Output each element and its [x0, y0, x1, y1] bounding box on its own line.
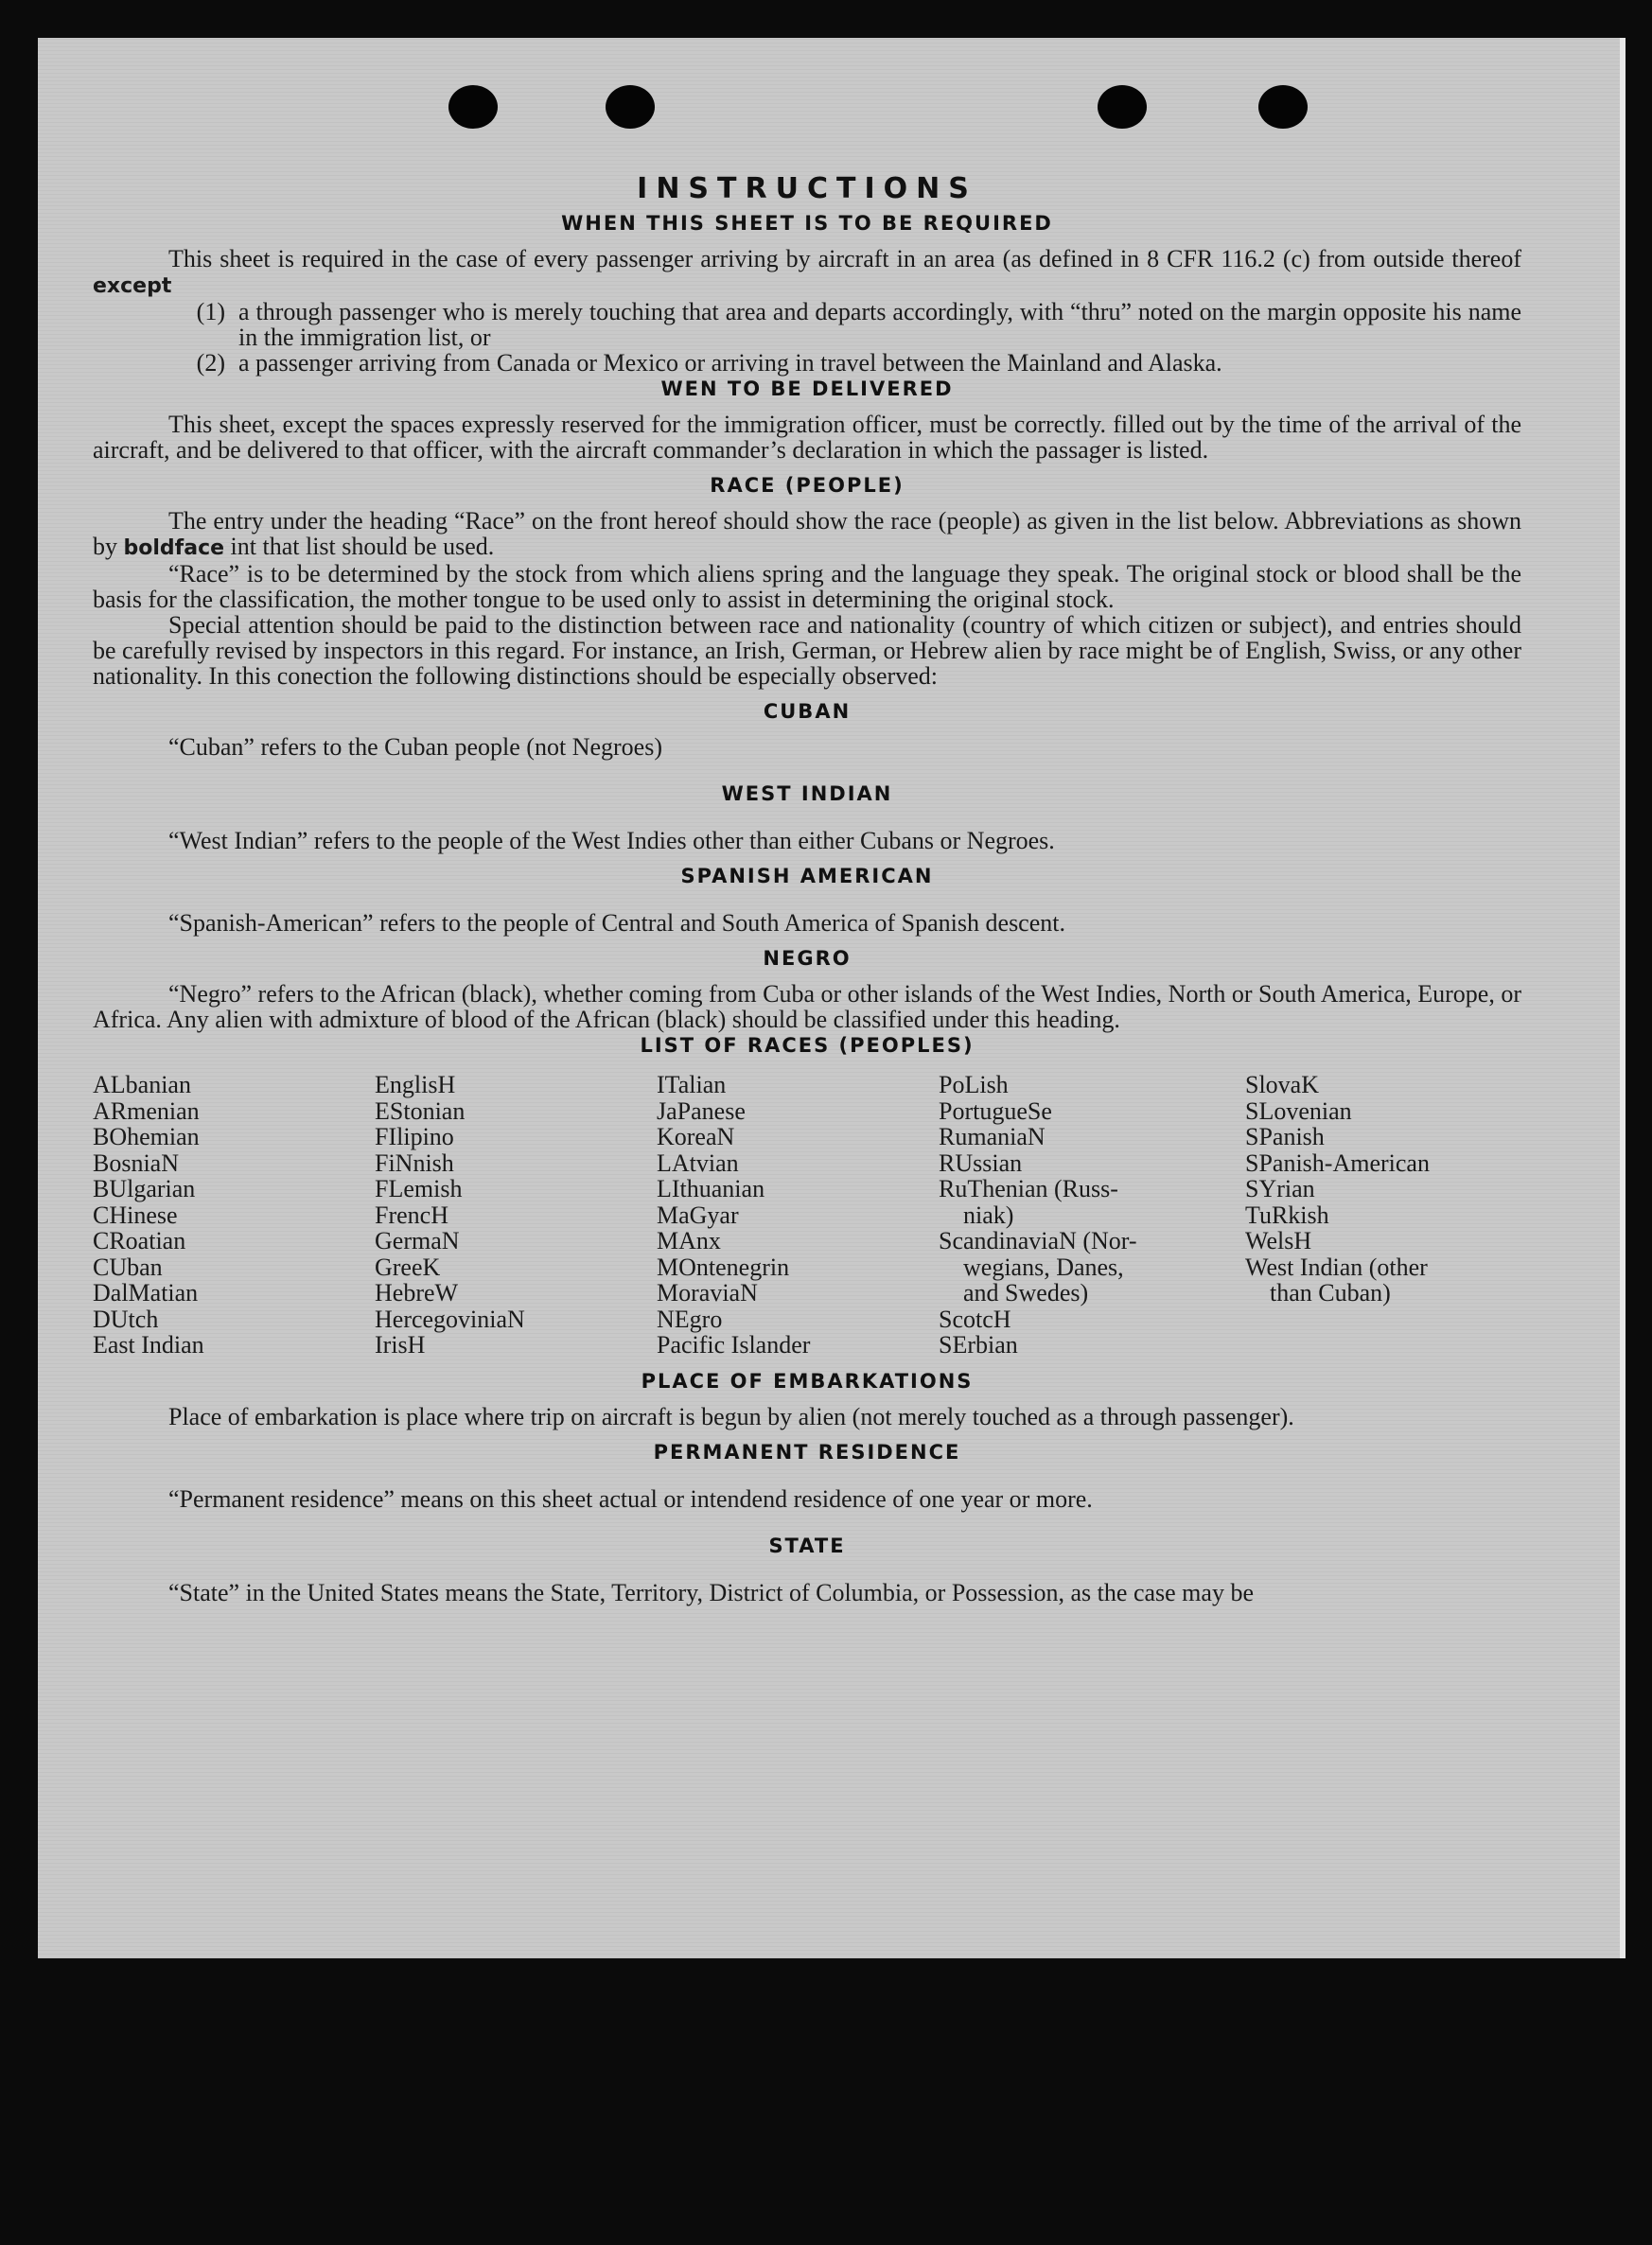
race-entry: RumaniaN — [939, 1123, 1046, 1150]
embarkation-heading: PLACE OF EMBARKATIONS — [641, 1369, 974, 1393]
cuban-heading: CUBAN — [763, 700, 852, 723]
delivered-text: This sheet, except the spaces expressly reserved for the immigration officer, must be correctly. filled out by the time of the arrival of the aircraft, and be delivered to that officer, with the aircraft commander’s declaration in which the passager is listed. — [93, 411, 1521, 464]
race-entry: West Indian (other — [1245, 1253, 1428, 1281]
page-title: INSTRUCTIONS — [637, 172, 977, 205]
race-entry: HercegoviniaN — [375, 1305, 525, 1333]
race-entry: KoreaN — [657, 1123, 735, 1150]
embarkation-text: Place of embarkation is place where trip on aircraft is begun by alien (not merely touched as a through passenger). — [168, 1402, 1294, 1430]
race-entry-continuation: and Swedes) — [963, 1279, 1089, 1307]
west-indian-heading: WEST INDIAN — [721, 782, 893, 805]
race-entry: BosniaN — [93, 1149, 179, 1177]
race-entry: MaGyar — [657, 1201, 739, 1229]
punch-hole — [448, 85, 498, 129]
race-paragraph-1: The entry under the heading “Race” on the front hereof should show the race (people) as given in the list below. Abbreviations as shown by boldface int that list should be used. — [93, 507, 1521, 560]
punch-hole — [1098, 85, 1147, 129]
race-entry-continuation: wegians, Danes, — [963, 1253, 1124, 1281]
document-sheet — [38, 38, 1626, 1958]
cuban-text: “Cuban” refers to the Cuban people (not Negroes) — [168, 733, 662, 761]
race-entry: RuThenian (Russ- — [939, 1175, 1118, 1202]
spanish-american-heading: SPANISH AMERICAN — [680, 865, 934, 887]
race-entry: MoraviaN — [657, 1279, 758, 1307]
race-entry: SPanish-American — [1245, 1149, 1430, 1177]
race-entry: East Indian — [93, 1331, 204, 1359]
race-entry: Pacific Islander — [657, 1331, 811, 1359]
residence-heading: PERMANENT RESIDENCE — [653, 1440, 961, 1464]
race-entry-continuation: than Cuban) — [1270, 1279, 1391, 1307]
race-entry: GermaN — [375, 1227, 460, 1254]
state-heading: STATE — [768, 1534, 846, 1557]
race-entry-continuation: niak) — [963, 1201, 1014, 1229]
race-paragraph-3: Special attention should be paid to the distinction between race and nationality (country of which citizen or subject), and entries should be carefully revised by inspectors in this regard. For instance, an Irish, German, or Hebrew alien by race might be of English, Swiss, or any other nationality. In this conection the following distinctions should be especially observed: — [93, 611, 1521, 690]
race-heading: RACE (PEOPLE) — [710, 474, 905, 497]
race-entry: FiNnish — [375, 1149, 454, 1177]
when-required-heading: WHEN THIS SHEET IS TO BE REQUIRED — [561, 212, 1053, 235]
delivered-heading: WEN TO BE DELIVERED — [660, 377, 954, 400]
race-entry: MOntenegrin — [657, 1253, 790, 1281]
punch-hole — [1258, 85, 1308, 129]
race-entry: EnglisH — [375, 1071, 456, 1098]
race-entry: SLovenian — [1245, 1096, 1352, 1125]
race-entry: TuRkish — [1245, 1201, 1329, 1229]
west-indian-text: “West Indian” refers to the people of the West Indies other than either Cubans or Negroes. — [168, 827, 1055, 854]
negro-heading: NEGRO — [763, 947, 852, 970]
when-required-intro: This sheet is required in the case of every passenger arriving by aircraft in an area (as defined in 8 CFR 116.2 (c) from outside thereof except — [93, 245, 1521, 298]
race-entry: FrencH — [375, 1201, 448, 1229]
races-list-heading: LIST OF RACES (PEOPLES) — [640, 1034, 975, 1057]
race-entry: NEgro — [657, 1305, 723, 1333]
race-entry: LIthuanian — [657, 1175, 765, 1202]
races-column-2 — [375, 1072, 657, 1359]
race-entry: CHinese — [93, 1201, 178, 1229]
race-entry: RUssian — [939, 1149, 1023, 1177]
race-paragraph-2: “Race” is to be determined by the stock from which aliens spring and the language they speak. The original stock or blood shall be the basis for the classification, the mother tongue to be used only to assist in determining the original stock. — [93, 560, 1521, 613]
race-entry: ARmenian — [93, 1096, 200, 1125]
state-text: “State” in the United States means the State, Territory, District of Columbia, or Possession, as the case may be — [168, 1578, 1254, 1606]
races-column-1 — [93, 1072, 375, 1359]
race-entry: SlovaK — [1245, 1071, 1319, 1098]
race-entry: HebreW — [375, 1279, 459, 1307]
race-entry: ITalian — [657, 1071, 727, 1098]
race-entry: BUlgarian — [93, 1175, 196, 1202]
races-column-4 — [939, 1072, 1245, 1359]
race-entry: CRoatian — [93, 1227, 186, 1254]
race-entry: ScotcH — [939, 1305, 1011, 1333]
race-entry: DUtch — [93, 1305, 159, 1333]
race-entry: DalMatian — [93, 1279, 199, 1307]
race-entry: IrisH — [375, 1331, 426, 1359]
race-entry: JaPanese — [657, 1096, 746, 1125]
race-entry: FIlipino — [375, 1123, 454, 1150]
race-entry: BOhemian — [93, 1123, 200, 1150]
negro-text: “Negro” refers to the African (black), whether coming from Cuba or other islands of the West Indies, North or South America, Europe, or Africa. Any alien with admixture of blood of the African (black) should be classified under this heading. — [93, 980, 1521, 1033]
race-entry: MAnx — [657, 1227, 721, 1254]
race-entry: SErbian — [939, 1331, 1018, 1359]
races-column-5 — [1245, 1072, 1521, 1359]
race-entry: LAtvian — [657, 1149, 739, 1177]
punch-hole — [606, 85, 655, 129]
race-entry: ScandinaviaN (Nor- — [939, 1227, 1137, 1254]
instructions-content — [93, 170, 1521, 1605]
races-list — [93, 1072, 1521, 1359]
spanish-american-text: “Spanish-American” refers to the people of Central and South America of Spanish descent. — [168, 909, 1065, 937]
race-entry: ALbanian — [93, 1071, 191, 1098]
race-entry: FLemish — [375, 1175, 463, 1202]
race-entry: WelsH — [1245, 1227, 1312, 1254]
race-entry: SYrian — [1245, 1175, 1315, 1202]
residence-text: “Permanent residence” means on this sheet actual or intendend residence of one year or more. — [168, 1484, 1093, 1513]
exception-item: (2) a passenger arriving from Canada or Mexico or arriving in travel between the Mainland and Alaska. — [196, 349, 1222, 377]
race-entry: EStonian — [375, 1096, 466, 1125]
race-entry: CUban — [93, 1253, 163, 1281]
race-entry: PortugueSe — [939, 1096, 1052, 1125]
race-entry: GreeK — [375, 1253, 441, 1281]
exception-item: (1) a through passenger who is merely touching that area and departs accordingly, with “thru” noted on the margin opposite his name in the immigration list, or — [196, 298, 1521, 351]
race-entry: PoLish — [939, 1071, 1009, 1098]
race-entry: SPanish — [1245, 1123, 1325, 1150]
races-column-3 — [657, 1072, 939, 1359]
